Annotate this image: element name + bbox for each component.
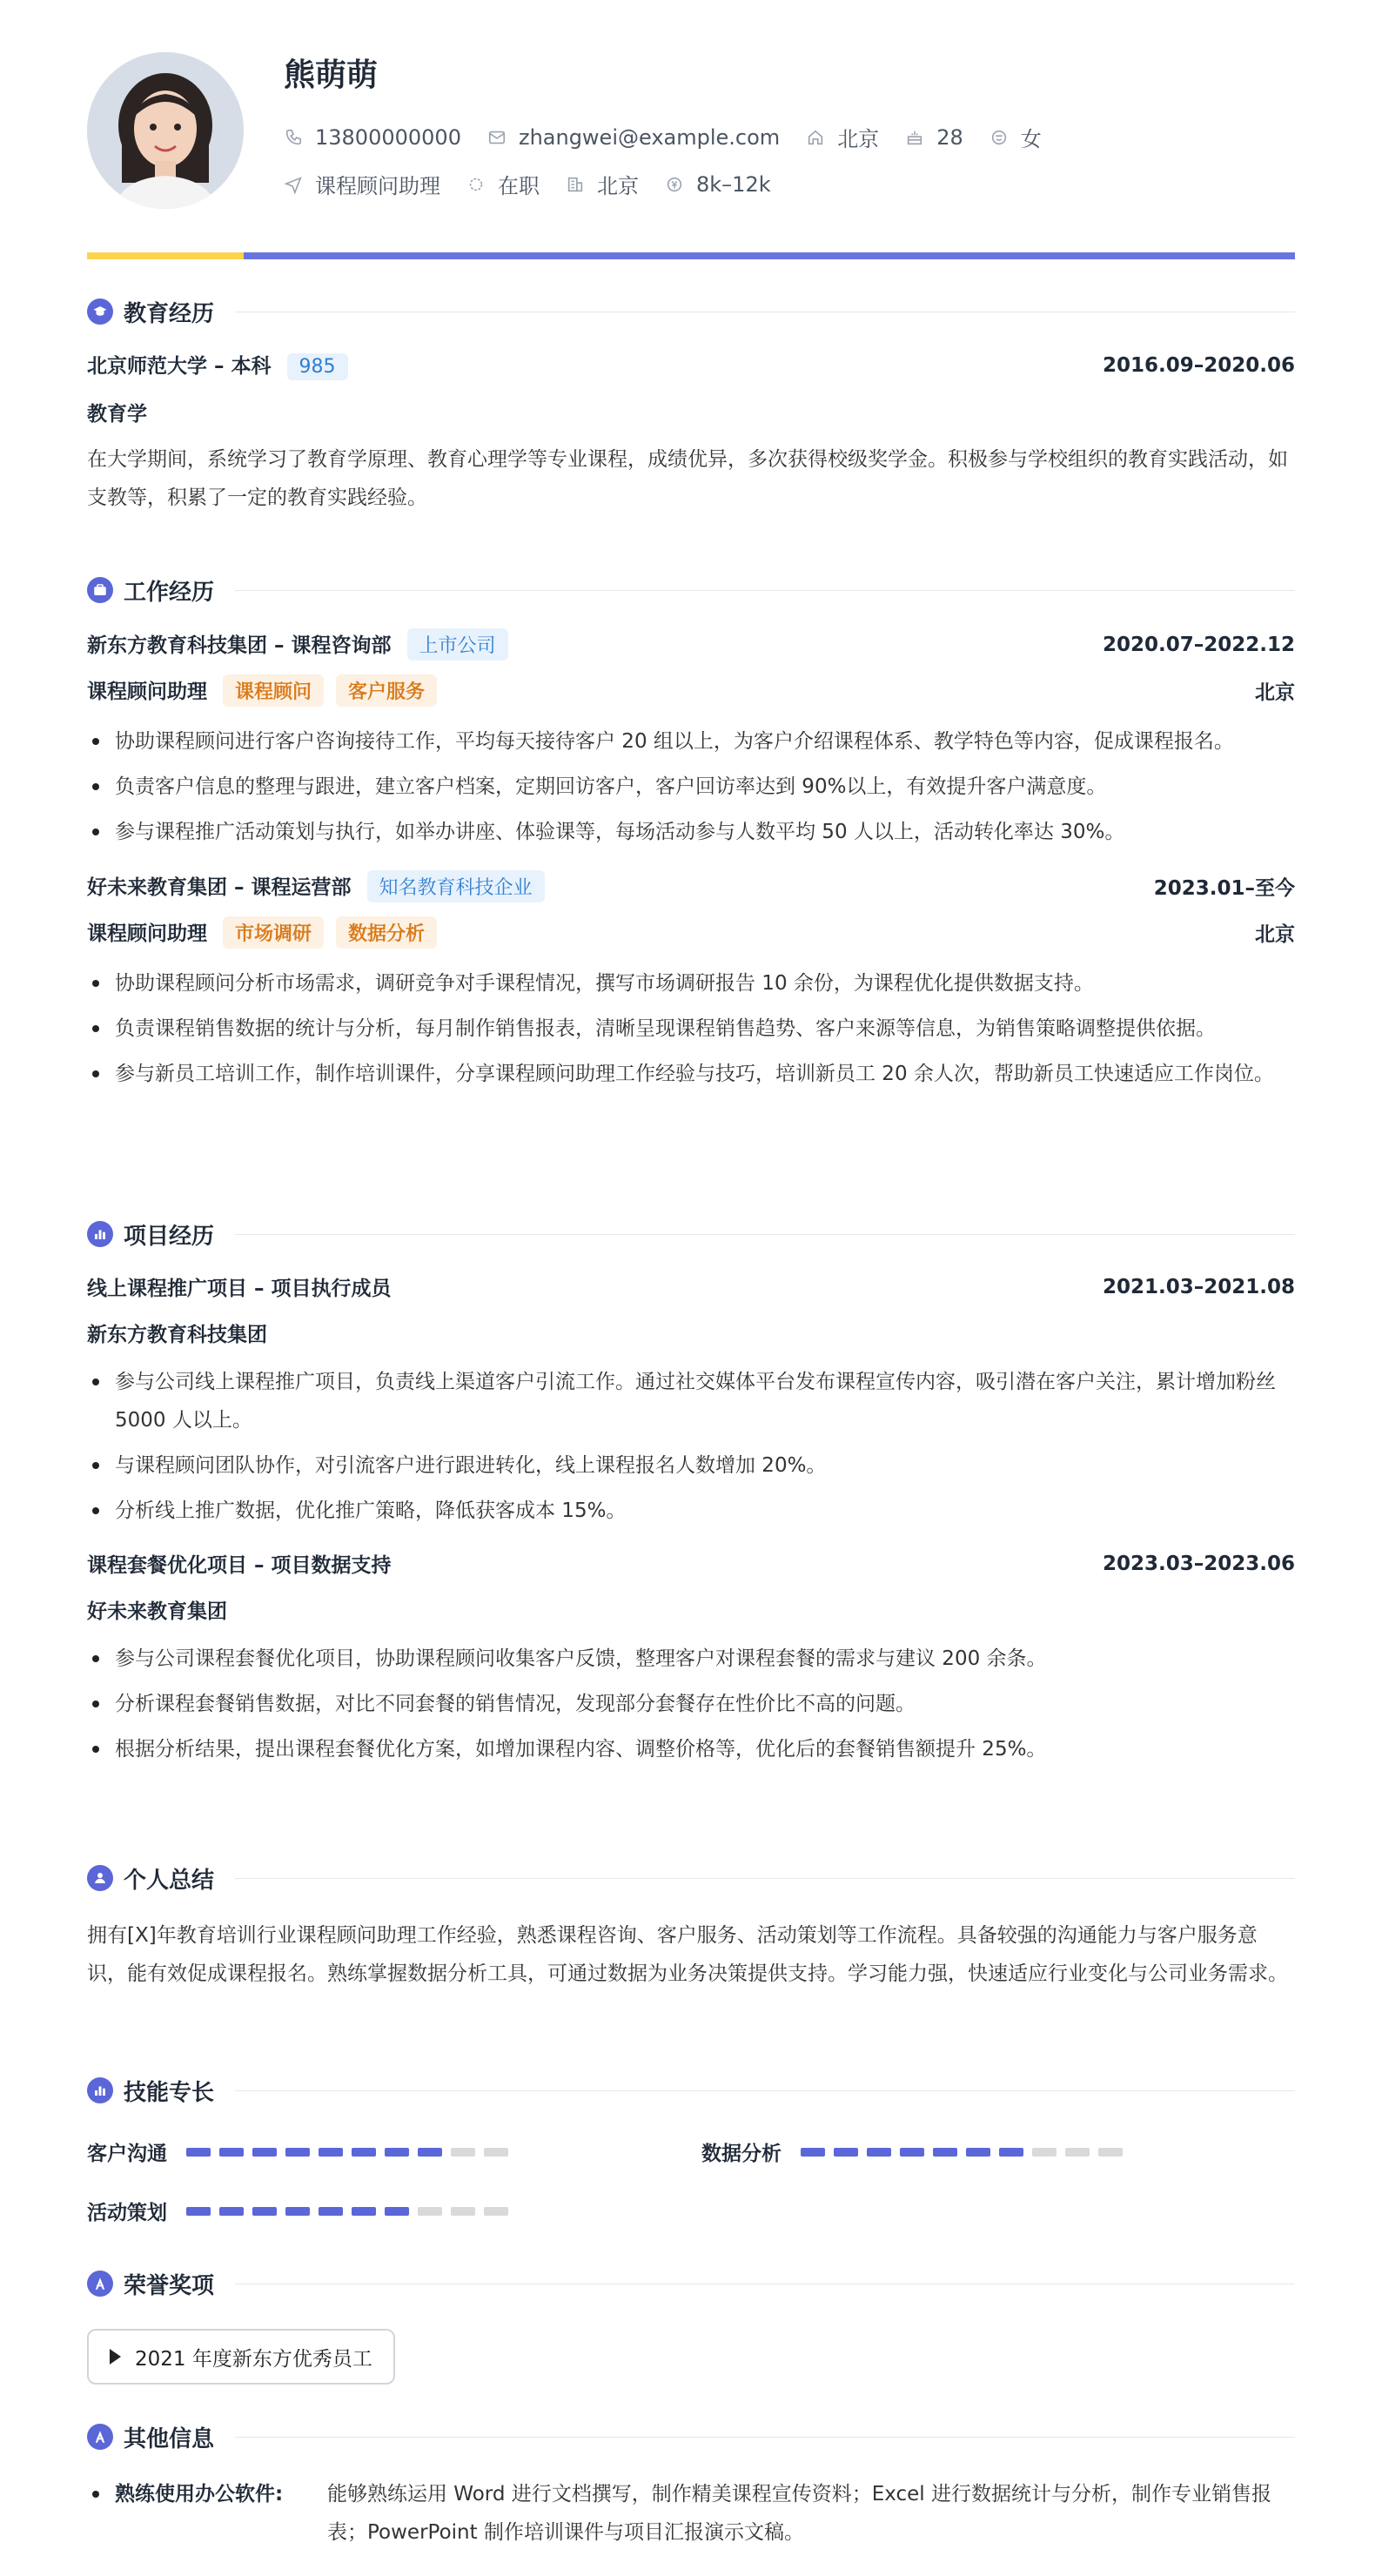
skill-dash-filled [285,2148,310,2157]
honors-heading [87,2264,1295,2303]
skill-dash-filled [385,2207,409,2216]
honors-title: 荣誉奖项 [124,2272,215,2299]
award-icon [87,2424,113,2450]
skill-dash-filled [966,2148,990,2157]
other-title: 其他信息 [124,2425,215,2452]
project-org: 新东方教育科技集团 [87,1324,267,1346]
job-position: 课程顾问助理 [87,681,207,703]
work-bullets [87,722,1295,851]
salary-item [665,172,771,197]
skill-dash-empty [1098,2148,1123,2157]
gender-text: 女 [1020,127,1042,151]
age-item [905,125,963,150]
skills-section [87,2071,1295,2228]
location-item [806,122,879,152]
skill-dash-empty [418,2207,442,2216]
education-major: 教育学 [87,403,147,426]
project-header [87,1549,1295,1578]
location-text: 北京 [837,127,880,151]
skills-title: 技能专长 [124,2079,215,2106]
skill-dash-filled [900,2148,924,2157]
skill-name: 数据分析 [701,2143,782,2165]
briefcase-icon [87,577,113,603]
work-position-row [87,916,1295,949]
email-text: zhangwei@example.com [518,124,781,150]
projects-title: 项目经历 [124,1223,215,1250]
work-heading [87,571,1295,609]
age-text: 28 [936,124,963,150]
projects-heading [87,1215,1295,1253]
phone-icon [284,128,303,147]
other-section [87,2418,1295,2552]
education-section [87,292,1295,517]
work-city: 北京 [1255,923,1295,946]
skill-tag: 课程顾问 [223,674,324,707]
skill-row [701,2137,1131,2166]
avatar [87,52,244,209]
work-date: 2020.07–2022.12 [1102,633,1295,656]
skill-dash-empty [451,2148,475,2157]
position-item [284,169,440,199]
list-item: 协助课程顾问分析市场需求，调研竞争对手课程情况，撰写市场调研报告 10 余份，为课程优化提供数据支持。 [87,964,1295,1003]
target-city-item [566,169,639,199]
other-heading [87,2418,1295,2456]
skill-dash-filled [352,2148,376,2157]
skill-dash-empty [1032,2148,1057,2157]
cake-icon [905,128,924,147]
work-city: 北京 [1255,681,1295,704]
list-item: 负责课程销售数据的统计与分析，每月制作销售报表，清晰呈现课程销售趋势、客户来源等信息，为销售策略调整提供依据。 [87,1010,1295,1048]
project-date: 2023.03–2023.06 [1102,1552,1295,1575]
header-divider [87,252,1295,259]
email-item [487,125,780,150]
summary-title: 个人总结 [124,1867,215,1894]
skill-dash-empty [484,2207,508,2216]
skill-dash-filled [252,2207,277,2216]
honors-section [87,2264,1295,2385]
work-position-row [87,674,1295,707]
gender-item [990,122,1042,152]
bar-chart-icon [87,1221,113,1247]
triangle-right-icon [110,2349,121,2365]
work-entry [87,628,1295,851]
education-date: 2016.09–2020.06 [1102,353,1295,377]
work-entry [87,870,1295,1093]
skill-dash-empty [484,2148,508,2157]
coin-icon [665,175,684,194]
skill-tag: 数据分析 [336,916,437,949]
job-position: 课程顾问助理 [87,922,207,945]
other-item-text: 能够熟练运用 Word 进行文档撰写，制作精美课程宣传资料；Excel 进行数据统计与分析，制作专业销售报表；PowerPoint 制作培训课件与项目汇报演示文稿。 [327,2483,1271,2544]
company-tag: 上市公司 [407,628,508,661]
list-item: 分析课程套餐销售数据，对比不同套餐的销售情况，发现部分套餐存在性价比不高的问题。 [87,1685,1295,1723]
skills-heading [87,2071,1295,2110]
skill-dash-filled [999,2148,1023,2157]
gender-icon [990,128,1009,147]
list-item: 参与公司线上课程推广项目，负责线上渠道客户引流工作。通过社交媒体平台发布课程宣传内容，吸引潜在客户关注，累计增加粉丝 5000 人以上。 [87,1363,1295,1439]
education-entry-header [87,350,1295,380]
skill-dash-filled [219,2207,244,2216]
education-title: 教育经历 [124,300,215,327]
profile-header [87,0,1295,261]
company-name: 好未来教育集团 – 课程运营部 [87,876,352,899]
list-item: 参与公司课程套餐优化项目，协助课程顾问收集客户反馈，整理客户对课程套餐的需求与建议 200 余条。 [87,1640,1295,1678]
project-header [87,1272,1295,1301]
position-text: 课程顾问助理 [315,174,440,198]
candidate-name: 熊萌萌 [284,57,379,93]
skill-dash-filled [186,2207,211,2216]
home-icon [806,128,825,147]
phone-text: 13800000000 [315,124,461,150]
education-description: 在大学期间，系统学习了教育学原理、教育心理学等专业课程，成绩优异，多次获得校级奖学金。积极参与学校组织的教育实践活动，如支教等，积累了一定的教育实践经验。 [87,448,1288,509]
summary-text: 拥有[X]年教育培训行业课程顾问助理工作经验，熟悉课程咨询、客户服务、活动策划等工作流程。具备较强的沟通能力与客户服务意识，能有效促成课程报名。熟练掌握数据分析工具，可通过数据为业务决策提供支持。学习能力强，快速适应行业变化与公司业务需求。 [87,1924,1288,1985]
skill-tag: 客户服务 [336,674,437,707]
project-org: 好未来教育集团 [87,1600,227,1623]
skill-dash-empty [451,2207,475,2216]
list-item: 分析线上推广数据，优化推广策略，降低获客成本 15%。 [87,1492,1295,1530]
list-item: 参与课程推广活动策划与执行，如举办讲座、体验课等，每场活动参与人数平均 50 人以上，活动转化率达 30%。 [87,813,1295,851]
project-bullets [87,1640,1295,1768]
skill-dash-filled [933,2148,957,2157]
skill-level-bar [186,2207,517,2216]
project-bullets [87,1363,1295,1530]
other-item-label: 熟练使用办公软件: [115,2483,284,2506]
salary-text: 8k–12k [696,171,771,197]
list-item: 与课程顾问团队协作，对引流客户进行跟进转化，线上课程报名人数增加 20%。 [87,1446,1295,1485]
skill-dash-filled [186,2148,211,2157]
building-icon [566,175,585,194]
contact-row [284,122,1068,152]
other-item [87,2475,1295,2552]
work-entry-header [87,870,1295,902]
skill-dash-filled [285,2207,310,2216]
skill-level-bar [186,2148,517,2157]
list-item: 协助课程顾问进行客户咨询接待工作，平均每天接待客户 20 组以上，为客户介绍课程体系、教学特色等内容，促成课程报名。 [87,722,1295,761]
user-icon [87,1865,113,1891]
work-bullets [87,964,1295,1093]
skill-dash-filled [252,2148,277,2157]
status-text: 在职 [498,174,540,198]
skill-tag: 市场调研 [223,916,324,949]
skill-dash-filled [801,2148,825,2157]
avatar-portrait-icon [87,52,244,209]
school-tag: 985 [287,353,348,380]
work-entry-header [87,628,1295,661]
skill-level-bar [801,2148,1131,2157]
school-degree: 北京师范大学 – 本科 [87,355,272,378]
skill-dash-filled [319,2207,343,2216]
phone-item [284,125,461,150]
skill-name: 客户沟通 [87,2143,167,2165]
graduation-cap-icon [87,299,113,325]
list-item: 负责客户信息的整理与跟进，建立客户档案，定期回访客户，客户回访率达到 90%以上，有效提升客户满意度。 [87,768,1295,806]
skill-row [87,2197,517,2225]
mail-icon [487,128,507,147]
skill-dash-filled [385,2148,409,2157]
project-date: 2021.03–2021.08 [1102,1275,1295,1298]
project-name: 线上课程推广项目 – 项目执行成员 [87,1278,392,1300]
skill-dash-filled [418,2148,442,2157]
honor-item-toggle[interactable] [87,2329,395,2385]
send-icon [284,175,303,194]
award-icon [87,2271,113,2297]
honor-text: 2021 年度新东方优秀员工 [135,2347,372,2371]
skill-dash-filled [352,2207,376,2216]
summary-section [87,1859,1295,1993]
status-item [466,169,540,199]
skill-row [87,2137,517,2166]
list-item: 参与新员工培训工作，制作培训课件，分享课程顾问助理工作经验与技巧，培训新员工 20 余人次，帮助新员工快速适应工作岗位。 [87,1055,1295,1093]
project-name: 课程套餐优化项目 – 项目数据支持 [87,1554,392,1577]
list-item: 根据分析结果，提出课程套餐优化方案，如增加课程内容、调整价格等，优化后的套餐销售额提升 25%。 [87,1730,1295,1768]
status-icon [466,175,486,194]
work-date: 2023.01–至今 [1153,877,1295,900]
skill-name: 活动策划 [87,2202,167,2224]
work-title: 工作经历 [124,579,215,606]
projects-section [87,1215,1295,1775]
skill-dash-filled [867,2148,891,2157]
skill-dash-filled [319,2148,343,2157]
skill-dash-filled [834,2148,858,2157]
job-intent-row [284,169,797,199]
project-entry [87,1272,1295,1530]
project-entry [87,1549,1295,1768]
target-city-text: 北京 [597,174,639,198]
company-tag: 知名教育科技企业 [367,870,545,902]
summary-heading [87,1859,1295,1897]
work-section [87,571,1295,1100]
company-name: 新东方教育科技集团 – 课程咨询部 [87,634,392,657]
skill-dash-filled [219,2148,244,2157]
education-heading [87,292,1295,331]
skill-dash-empty [1065,2148,1090,2157]
bar-chart-icon [87,2077,113,2103]
